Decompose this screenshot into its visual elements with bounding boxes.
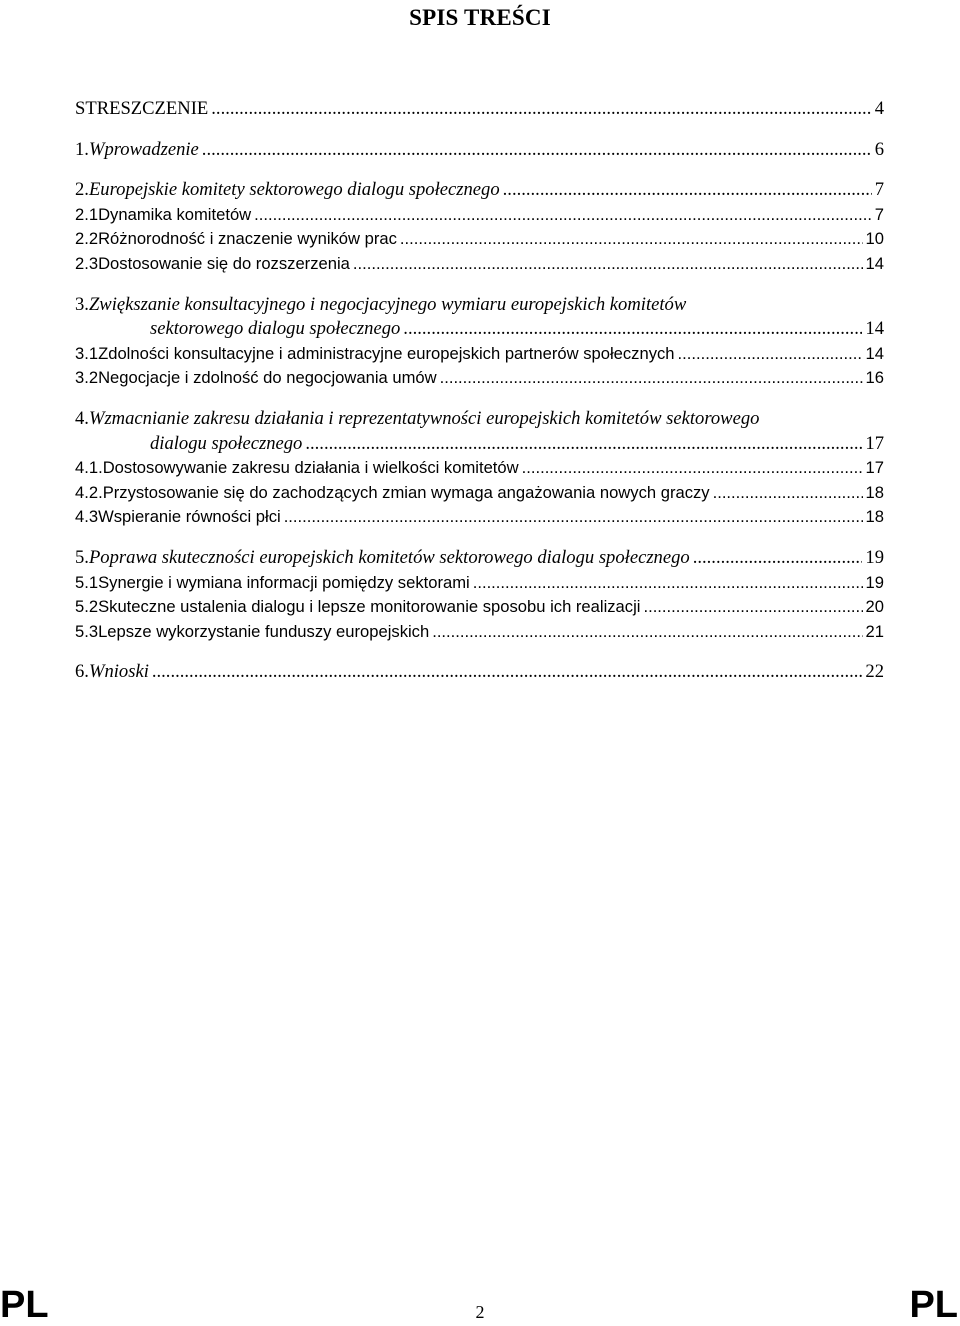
toc-entry-page: 18	[865, 507, 884, 527]
toc-entry-number: 2.3	[75, 253, 99, 273]
toc-entry-line	[75, 620, 884, 645]
toc-dot-leader	[432, 620, 862, 645]
toc-entry[interactable]	[75, 227, 884, 252]
toc-entry-text: Zwiększanie konsultacyjnego i negocjacyjnego wymiaru europejskich komitetów	[88, 293, 687, 315]
toc-entry-page: 16	[865, 368, 884, 388]
toc-entry[interactable]	[75, 342, 884, 367]
toc-entry-number: 2.	[75, 179, 89, 201]
toc-entry[interactable]	[75, 252, 884, 277]
footer-page-number: 2	[475, 1302, 485, 1322]
toc-entry-page: 7	[874, 204, 884, 224]
toc-entry[interactable]	[75, 595, 884, 620]
toc-entry-line	[75, 546, 884, 571]
toc-entry-page: 6	[874, 138, 884, 160]
toc-entry-page: 14	[865, 318, 884, 340]
toc-entry-number: 5.1	[75, 572, 99, 592]
toc-entry-page: 7	[874, 179, 884, 201]
toc-entry-page: 20	[865, 597, 884, 617]
toc-entry[interactable]	[75, 366, 884, 391]
toc-entry-page: 14	[865, 343, 884, 363]
toc-entry-page: 22	[865, 661, 884, 683]
toc-entry-line	[75, 456, 884, 481]
toc-entry[interactable]	[75, 505, 884, 530]
toc-entry[interactable]	[75, 571, 884, 596]
footer-language-left: PL	[0, 1284, 49, 1326]
toc-entry-text: Różnorodność i znaczenie wyników prac	[98, 229, 397, 249]
toc-entry-line	[75, 571, 884, 596]
toc-dot-leader	[403, 317, 862, 342]
toc-dot-leader	[522, 456, 863, 481]
toc-entry-number: 1.	[75, 138, 89, 160]
toc-entry-line	[75, 293, 884, 318]
toc-entry-page: 4	[874, 98, 884, 119]
toc-entry-line	[75, 366, 884, 391]
toc-entry-number: 5.2	[75, 597, 99, 617]
footer-language-right: PL	[909, 1284, 958, 1326]
toc-dot-leader	[284, 505, 863, 530]
toc-entry-line	[75, 97, 884, 122]
toc-dot-leader	[305, 432, 862, 457]
toc-entry-number: 4.1.	[75, 458, 103, 478]
toc-entry[interactable]	[75, 481, 884, 506]
toc-dot-leader	[440, 366, 863, 391]
toc-entry-text: Synergie i wymiana informacji pomiędzy sektorami	[98, 572, 470, 592]
toc-entry[interactable]	[75, 620, 884, 645]
toc-entry-line	[75, 178, 884, 203]
toc-entry-line	[75, 407, 884, 432]
toc-entry-line	[75, 660, 884, 685]
toc-entry-line	[75, 481, 884, 506]
toc-entry-text: Negocjacje i zdolność do negocjowania umów	[98, 368, 437, 388]
toc-entry-line-continued	[75, 317, 884, 342]
toc-entry-number: 6.	[75, 661, 89, 683]
toc-entry-text: Przystosowanie się do zachodzących zmian wymaga angażowania nowych graczy	[102, 482, 710, 502]
toc-dot-leader	[152, 660, 863, 685]
toc-entry-text: Wspieranie równości płci	[98, 507, 281, 527]
toc-entry-number: 3.	[75, 293, 89, 315]
toc-entry-line	[75, 595, 884, 620]
toc-dot-leader	[211, 97, 871, 122]
toc-entry-text: Europejskie komitety sektorowego dialogu społecznego	[88, 179, 500, 201]
toc-entry-number: 2.1	[75, 204, 99, 224]
toc-dot-leader	[503, 178, 872, 203]
toc-entry-page: 18	[865, 482, 884, 502]
toc-entry-number: 5.3	[75, 621, 99, 641]
toc-entry-number: 4.3	[75, 507, 99, 527]
toc-entry-line	[75, 227, 884, 252]
toc-entry-line	[75, 252, 884, 277]
toc-dot-leader	[678, 342, 863, 367]
toc-entry-line	[75, 505, 884, 530]
toc-entry[interactable]	[75, 660, 884, 685]
toc-dot-leader	[202, 138, 872, 163]
toc-entry-page: 19	[865, 572, 884, 592]
toc-entry[interactable]	[75, 138, 884, 163]
toc-entry[interactable]	[75, 546, 884, 571]
toc-entry-number: 5.	[75, 546, 89, 568]
toc-entry[interactable]	[75, 407, 884, 456]
toc-entry-text: STRESZCZENIE	[75, 98, 209, 119]
toc-entry-page: 21	[865, 621, 884, 641]
toc-entry-number: 4.	[75, 407, 89, 429]
toc-title: SPIS TREŚCI	[409, 5, 551, 30]
toc-entry-number: 3.1	[75, 343, 99, 363]
toc-dot-leader	[400, 227, 863, 252]
toc-entry[interactable]	[75, 97, 884, 122]
toc-entry-text: Poprawa skuteczności europejskich komitetów sektorowego dialogu społecznego	[88, 546, 690, 568]
toc-entry-page: 10	[865, 229, 884, 249]
toc-entry-number: 4.2.	[75, 482, 103, 502]
toc-entry-text: Dostosowanie się do rozszerzenia	[98, 253, 350, 273]
toc-entry-line	[75, 138, 884, 163]
table-of-contents	[75, 97, 884, 685]
toc-entry-page: 17	[865, 432, 884, 454]
toc-dot-leader	[254, 203, 872, 228]
toc-entry-text-continued: sektorowego dialogu społecznego	[150, 318, 401, 340]
toc-entry-line-continued	[75, 432, 884, 457]
toc-entry-text-continued: dialogu społecznego	[150, 432, 303, 454]
toc-entry-number: 3.2	[75, 368, 99, 388]
toc-entry-page: 17	[865, 458, 884, 478]
toc-entry[interactable]	[75, 293, 884, 342]
toc-dot-leader	[713, 481, 863, 506]
toc-entry-text: Skuteczne ustalenia dialogu i lepsze monitorowanie sposobu ich realizacji	[98, 597, 641, 617]
toc-entry-text: Zdolności konsultacyjne i administracyjne europejskich partnerów społecznych	[98, 343, 675, 363]
toc-entry-page: 19	[865, 546, 884, 568]
toc-entry-text: Wnioski	[88, 661, 149, 683]
toc-entry-page: 14	[865, 253, 884, 273]
toc-entry-line	[75, 203, 884, 228]
toc-entry[interactable]	[75, 203, 884, 228]
toc-dot-leader	[473, 571, 863, 596]
toc-entry-text: Wzmacnianie zakresu działania i reprezentatywności europejskich komitetów sektorowego	[88, 407, 760, 429]
toc-dot-leader	[353, 252, 863, 277]
toc-entry-text: Dynamika komitetów	[98, 204, 252, 224]
toc-entry-text: Dostosowywanie zakresu działania i wielkości komitetów	[102, 458, 519, 478]
toc-dot-leader	[643, 595, 862, 620]
toc-entry-text: Wprowadzenie	[88, 138, 199, 160]
toc-dot-leader	[693, 546, 863, 571]
toc-entry[interactable]	[75, 178, 884, 203]
toc-entry-text: Lepsze wykorzystanie funduszy europejskich	[98, 621, 430, 641]
toc-entry-line	[75, 342, 884, 367]
toc-entry-number: 2.2	[75, 229, 99, 249]
toc-entry[interactable]	[75, 456, 884, 481]
